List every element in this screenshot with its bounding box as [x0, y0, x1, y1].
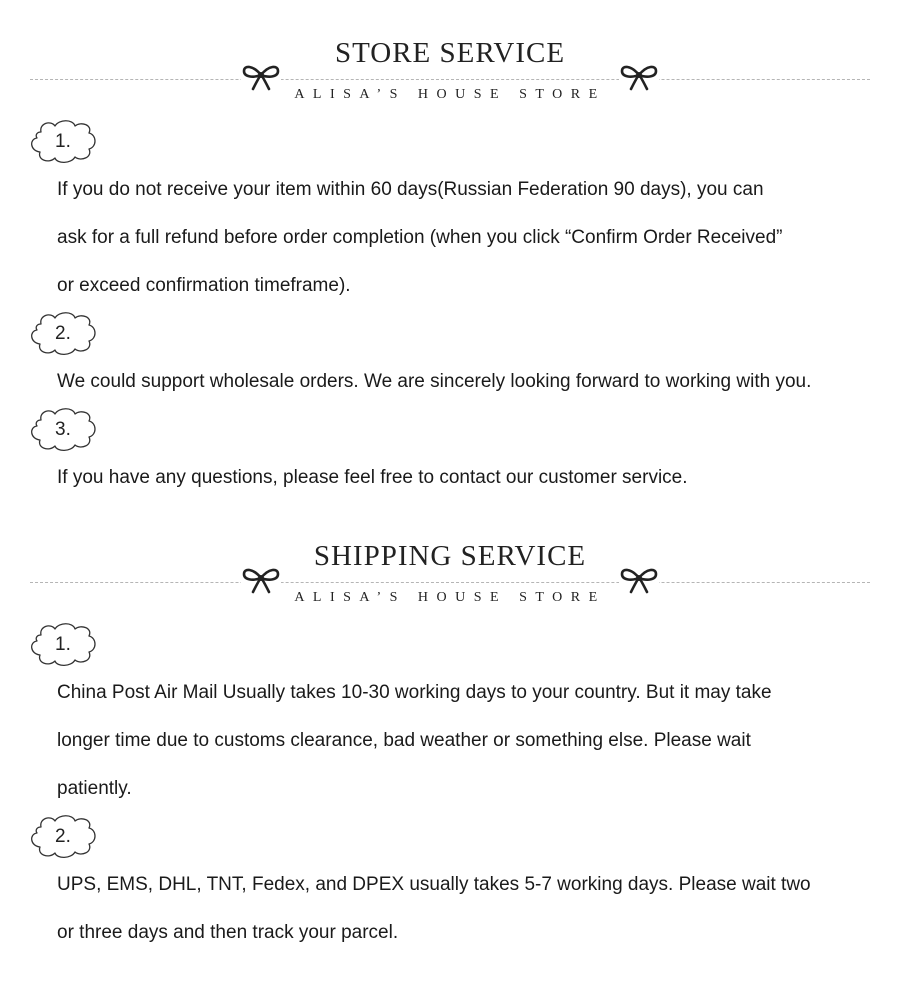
- text-line: or exceed confirmation timeframe).: [57, 275, 351, 296]
- text-line: We could support wholesale orders. We are sincerely looking forward to working with you.: [57, 371, 812, 392]
- item-number: 1.: [55, 634, 71, 655]
- item-text: [57, 166, 857, 310]
- item-number: 2.: [55, 323, 71, 344]
- store-service-section: [0, 33, 900, 103]
- text-line: UPS, EMS, DHL, TNT, Fedex, and DPEX usually takes 5-7 working days. Please wait two: [57, 874, 811, 895]
- item-number: 2.: [55, 826, 71, 847]
- cloud-badge-icon: [27, 406, 97, 454]
- divider-line: [30, 79, 870, 80]
- text-line: longer time due to customs clearance, bad weather or something else. Please wait: [57, 730, 751, 751]
- shipping-service-section: [0, 536, 900, 606]
- item-text: [57, 358, 857, 406]
- text-line: or three days and then track your parcel.: [57, 922, 399, 943]
- divider-line: [30, 582, 870, 583]
- item-text: [57, 861, 857, 957]
- item-text: [57, 669, 857, 813]
- cloud-badge-icon: [27, 621, 97, 669]
- item-number: 1.: [55, 131, 71, 152]
- store-service-header: [0, 33, 900, 103]
- section-title: SHIPPING SERVICE: [313, 540, 587, 572]
- text-line: ask for a full refund before order completion (when you click “Confirm Order Received”: [57, 227, 783, 248]
- section-title: STORE SERVICE: [334, 37, 566, 69]
- cloud-badge-icon: [27, 813, 97, 861]
- section-subtitle: ALISA’S HOUSE STORE: [294, 87, 606, 102]
- item-text: [57, 454, 857, 502]
- text-line: If you do not receive your item within 60 days(Russian Federation 90 days), you can: [57, 179, 764, 200]
- section-subtitle: ALISA’S HOUSE STORE: [294, 590, 606, 605]
- item-number: 3.: [55, 419, 71, 440]
- shipping-service-header: [0, 536, 900, 606]
- text-line: If you have any questions, please feel free to contact our customer service.: [57, 467, 688, 488]
- cloud-badge-icon: [27, 310, 97, 358]
- text-line: China Post Air Mail Usually takes 10-30 working days to your country. But it may take: [57, 682, 772, 703]
- cloud-badge-icon: [27, 118, 97, 166]
- text-line: patiently.: [57, 778, 132, 799]
